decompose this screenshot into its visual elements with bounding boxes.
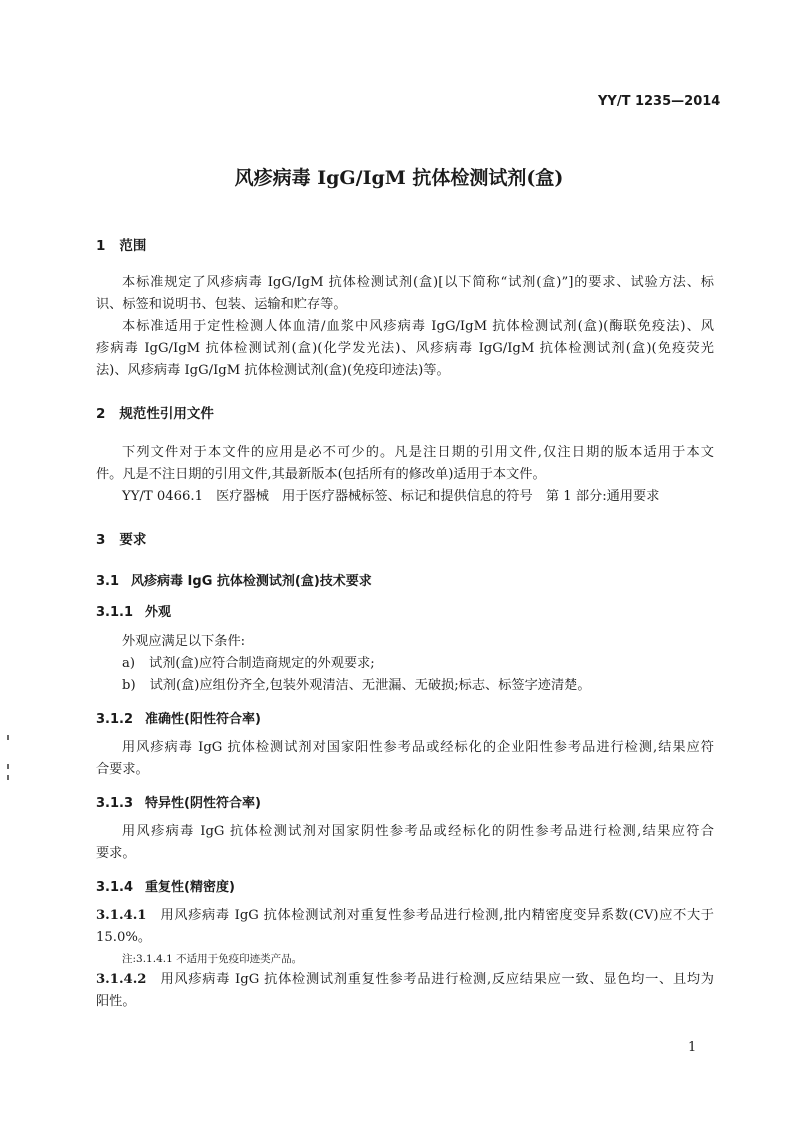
clause-3-1-2-heading [96, 708, 261, 727]
scope-paragraph-2-line-1: 本标准适用于定性检测人体血清/血浆中风疹病毒 IgG/IgM 抗体检测试剂(盒)(酶联免疫法)、风 [122, 319, 714, 334]
appearance-intro: 外观应满足以下条件: [122, 634, 246, 649]
specificity-line-2: 要求。 [96, 846, 136, 861]
list-item [122, 653, 375, 674]
document-title: 风疹病毒 IgG/IgM 抗体检测试剂(盒) [234, 167, 564, 189]
accuracy-line-2: 合要求。 [96, 762, 149, 777]
section-title: 规范性引用文件 [119, 406, 214, 422]
list-text: 试剂(盒)应组份齐全,包装外观清洁、无泄漏、无破损;标志、标签字迹清楚。 [149, 678, 591, 693]
clause-3-1-4-1-line-1 [96, 905, 714, 926]
section-1-heading [96, 234, 146, 254]
clause-title: 准确性(阳性符合率) [145, 712, 261, 727]
clause-number: 3.1.4.2 [96, 972, 147, 987]
clause-number: 3.1.4.1 [96, 908, 147, 923]
scan-mark [7, 775, 9, 780]
clause-3-1-heading [96, 570, 372, 589]
scan-mark [7, 735, 9, 740]
section-3-heading [96, 528, 146, 548]
accuracy-line-1: 用风疹病毒 IgG 抗体检测试剂对国家阳性参考品或经标化的企业阳性参考品进行检测,结果应符 [122, 740, 714, 755]
clause-title: 风疹病毒 IgG 抗体检测试剂(盒)技术要求 [131, 574, 372, 589]
clause-number: 3.1.4 [96, 880, 134, 895]
clause-number: 3.1.3 [96, 796, 134, 811]
page-number: 1 [688, 1040, 697, 1055]
standard-number: YY/T 1235—2014 [598, 94, 721, 109]
scope-paragraph-1-line-2: 识、标签和说明书、包装、运输和贮存等。 [96, 297, 347, 312]
clause-title: 特异性(阴性符合率) [145, 796, 261, 811]
list-marker: a) [122, 656, 136, 671]
scope-paragraph-2-line-2: 疹病毒 IgG/IgM 抗体检测试剂(盒)(化学发光法)、风疹病毒 IgG/IgM 抗体检测试剂(盒)(免疫荧光 [96, 341, 714, 356]
clause-number: 3.1.1 [96, 605, 134, 620]
list-marker: b) [122, 678, 136, 693]
clause-3-1-3-heading [96, 792, 261, 811]
section-title: 范围 [119, 238, 147, 254]
section-2-heading [96, 402, 214, 422]
scan-mark [7, 764, 9, 769]
normative-paragraph-line-1: 下列文件对于本文件的应用是必不可少的。凡是注日期的引用文件,仅注日期的版本适用于本文 [122, 445, 714, 460]
clause-3-1-1-heading [96, 601, 171, 620]
section-title: 要求 [119, 532, 147, 548]
clause-text: 用风疹病毒 IgG 抗体检测试剂重复性参考品进行检测,反应结果应一致、显色均一、且均为 [160, 972, 714, 987]
scope-paragraph-1-line-1: 本标准规定了风疹病毒 IgG/IgM 抗体检测试剂(盒)[以下简称“试剂(盒)”]的要求、试验方法、标 [122, 275, 714, 290]
clause-number: 3.1 [96, 574, 120, 589]
section-number: 2 [96, 406, 106, 422]
clause-3-1-4-heading [96, 876, 235, 895]
clause-3-1-4-1-line-2: 15.0%。 [96, 930, 152, 945]
section-number: 1 [96, 238, 106, 254]
clause-title: 外观 [145, 605, 172, 620]
clause-text: 用风疹病毒 IgG 抗体检测试剂对重复性参考品进行检测,批内精密度变异系数(CV)应不大于 [160, 908, 714, 923]
clause-number: 3.1.2 [96, 712, 134, 727]
scope-paragraph-2-line-3: 法)、风疹病毒 IgG/IgM 抗体检测试剂(盒)(免疫印迹法)等。 [96, 363, 450, 378]
clause-title: 重复性(精密度) [145, 880, 235, 895]
normative-paragraph-line-2: 件。凡是不注日期的引用文件,其最新版本(包括所有的修改单)适用于本文件。 [96, 467, 546, 482]
specificity-line-1: 用风疹病毒 IgG 抗体检测试剂对国家阴性参考品或经标化的阴性参考品进行检测,结果应符合 [122, 824, 714, 839]
list-text: 试剂(盒)应符合制造商规定的外观要求; [149, 656, 375, 671]
clause-3-1-4-2-line-1 [96, 969, 714, 990]
normative-reference: YY/T 0466.1 医疗器械 用于医疗器械标签、标记和提供信息的符号 第 1 部分:通用要求 [122, 489, 660, 504]
clause-3-1-4-2-line-2: 阳性。 [96, 994, 136, 1009]
list-item [122, 675, 591, 696]
note: 注:3.1.4.1 不适用于免疫印迹类产品。 [122, 953, 303, 965]
section-number: 3 [96, 532, 106, 548]
